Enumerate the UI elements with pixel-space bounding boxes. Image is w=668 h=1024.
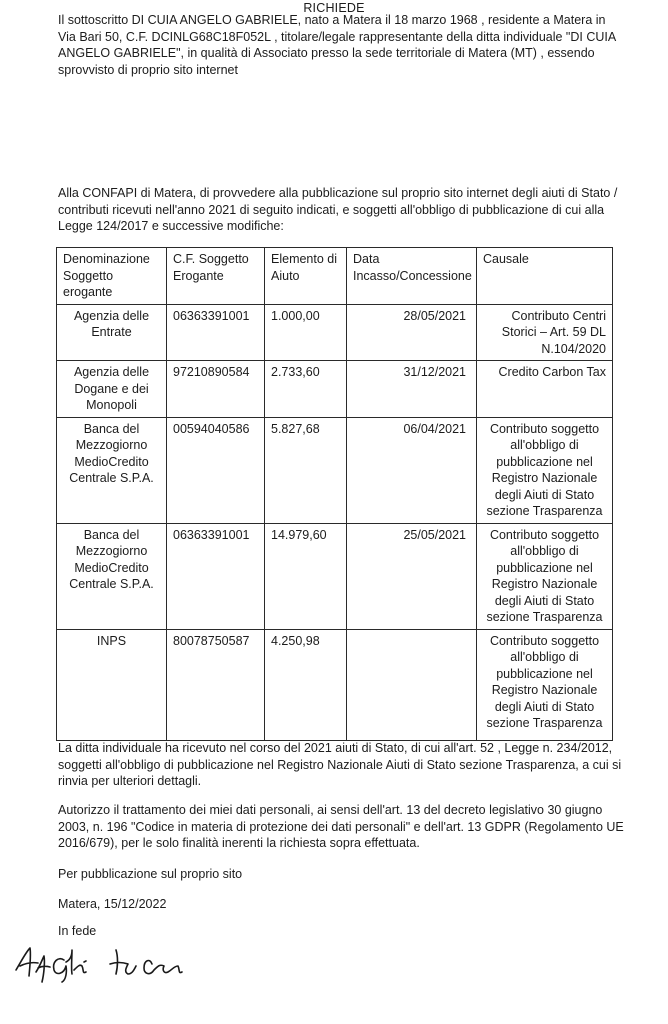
entity-cell: Agenzia delle Dogane e dei Monopoli: [57, 361, 167, 418]
table-row: [57, 304, 613, 361]
date-cell: 06/04/2021: [347, 417, 477, 523]
handwritten-signature: [12, 936, 212, 986]
entity-cell: Agenzia delle Entrate: [57, 304, 167, 361]
place-date: Matera, 15/12/2022: [58, 897, 167, 911]
amount-cell: 2.733,60: [265, 361, 347, 418]
reason-cell: Contributo Centri Storici – Art. 59 DL N.104/2020: [477, 304, 613, 361]
table-row: [57, 361, 613, 418]
table-row: [57, 629, 613, 740]
cf-cell: 00594040586: [167, 417, 265, 523]
summary-paragraph: La ditta individuale ha ricevuto nel corso del 2021 aiuti di Stato, di cui all'art. 52 , Legge n. 234/2012, soggetti all'obbligo di pubblicazione nel Registro Nazionale Aiuti di Stato sezione Trasparenza, a cui si rinvia per ulteriori dettagli.: [58, 741, 622, 788]
header-cf: C.F. Soggetto Erogante: [167, 248, 265, 305]
good-faith-label: In fede: [58, 924, 97, 938]
entity-cell: Banca del Mezzogiorno MedioCredito Centrale S.P.A.: [57, 417, 167, 523]
date-cell: 25/05/2021: [347, 523, 477, 629]
entity-cell: Banca del Mezzogiorno MedioCredito Centrale S.P.A.: [57, 523, 167, 629]
table-row: [57, 417, 613, 523]
privacy-paragraph: Autorizzo il trattamento dei miei dati personali, ai sensi dell'art. 13 del decreto legislativo 30 giugno 2003, n. 196 "Codice in materia di protezione dei dati personali" e dell'art. 13 GDPR (Regolamento UE 2016/679), per le solo finalità inerenti la richiesta sopra effettuata.: [58, 803, 624, 850]
header-entity: Denominazione Soggetto erogante: [57, 248, 167, 305]
entity-cell: INPS: [57, 629, 167, 740]
signature-strokes: [16, 948, 182, 982]
amount-cell: 1.000,00: [265, 304, 347, 361]
cf-cell: 97210890584: [167, 361, 265, 418]
reason-cell: Credito Carbon Tax: [477, 361, 613, 418]
date-cell: 31/12/2021: [347, 361, 477, 418]
aid-table: [56, 247, 613, 741]
amount-cell: 5.827,68: [265, 417, 347, 523]
heading-richiede: RICHIEDE: [303, 1, 365, 15]
cf-cell: 80078750587: [167, 629, 265, 740]
header-date: Data Incasso/Concessione: [347, 248, 477, 305]
reason-cell: Contributo soggetto all'obbligo di pubblicazione nel Registro Nazionale degli Aiuti di Stato sezione Trasparenza: [477, 629, 613, 740]
header-reason: Causale: [477, 248, 613, 305]
table-header-row: [57, 248, 613, 305]
reason-cell: Contributo soggetto all'obbligo di pubblicazione nel Registro Nazionale degli Aiuti di Stato sezione Trasparenza: [477, 523, 613, 629]
amount-cell: 14.979,60: [265, 523, 347, 629]
cf-cell: 06363391001: [167, 304, 265, 361]
date-cell: [347, 629, 477, 740]
header-amount: Elemento di Aiuto: [265, 248, 347, 305]
request-paragraph: Alla CONFAPI di Matera, di provvedere alla pubblicazione sul proprio sito internet degli aiuti di Stato / contributi ricevuti nell'anno 2021 di seguito indicati, e soggetti all'obbligo di pubblicazione di cui alla Legge 124/2017 e successive modifiche:: [58, 186, 618, 233]
reason-cell: Contributo soggetto all'obbligo di pubblicazione nel Registro Nazionale degli Aiuti di Stato sezione Trasparenza: [477, 417, 613, 523]
amount-cell: 4.250,98: [265, 629, 347, 740]
publication-note: Per pubblicazione sul proprio sito: [58, 867, 243, 881]
date-cell: 28/05/2021: [347, 304, 477, 361]
cf-cell: 06363391001: [167, 523, 265, 629]
table-row: [57, 523, 613, 629]
intro-paragraph: Il sottoscritto DI CUIA ANGELO GABRIELE, nato a Matera il 18 marzo 1968 , residente a Matera in Via Bari 50, C.F. DCINLG68C18F052L , titolare/legale rappresentante della ditta individuale "DI CUIA ANGELO GABRIELE", in qualità di Associato presso la sede territoriale di Matera (MT) , essendo sprovvisto di proprio sito internet: [58, 13, 616, 77]
